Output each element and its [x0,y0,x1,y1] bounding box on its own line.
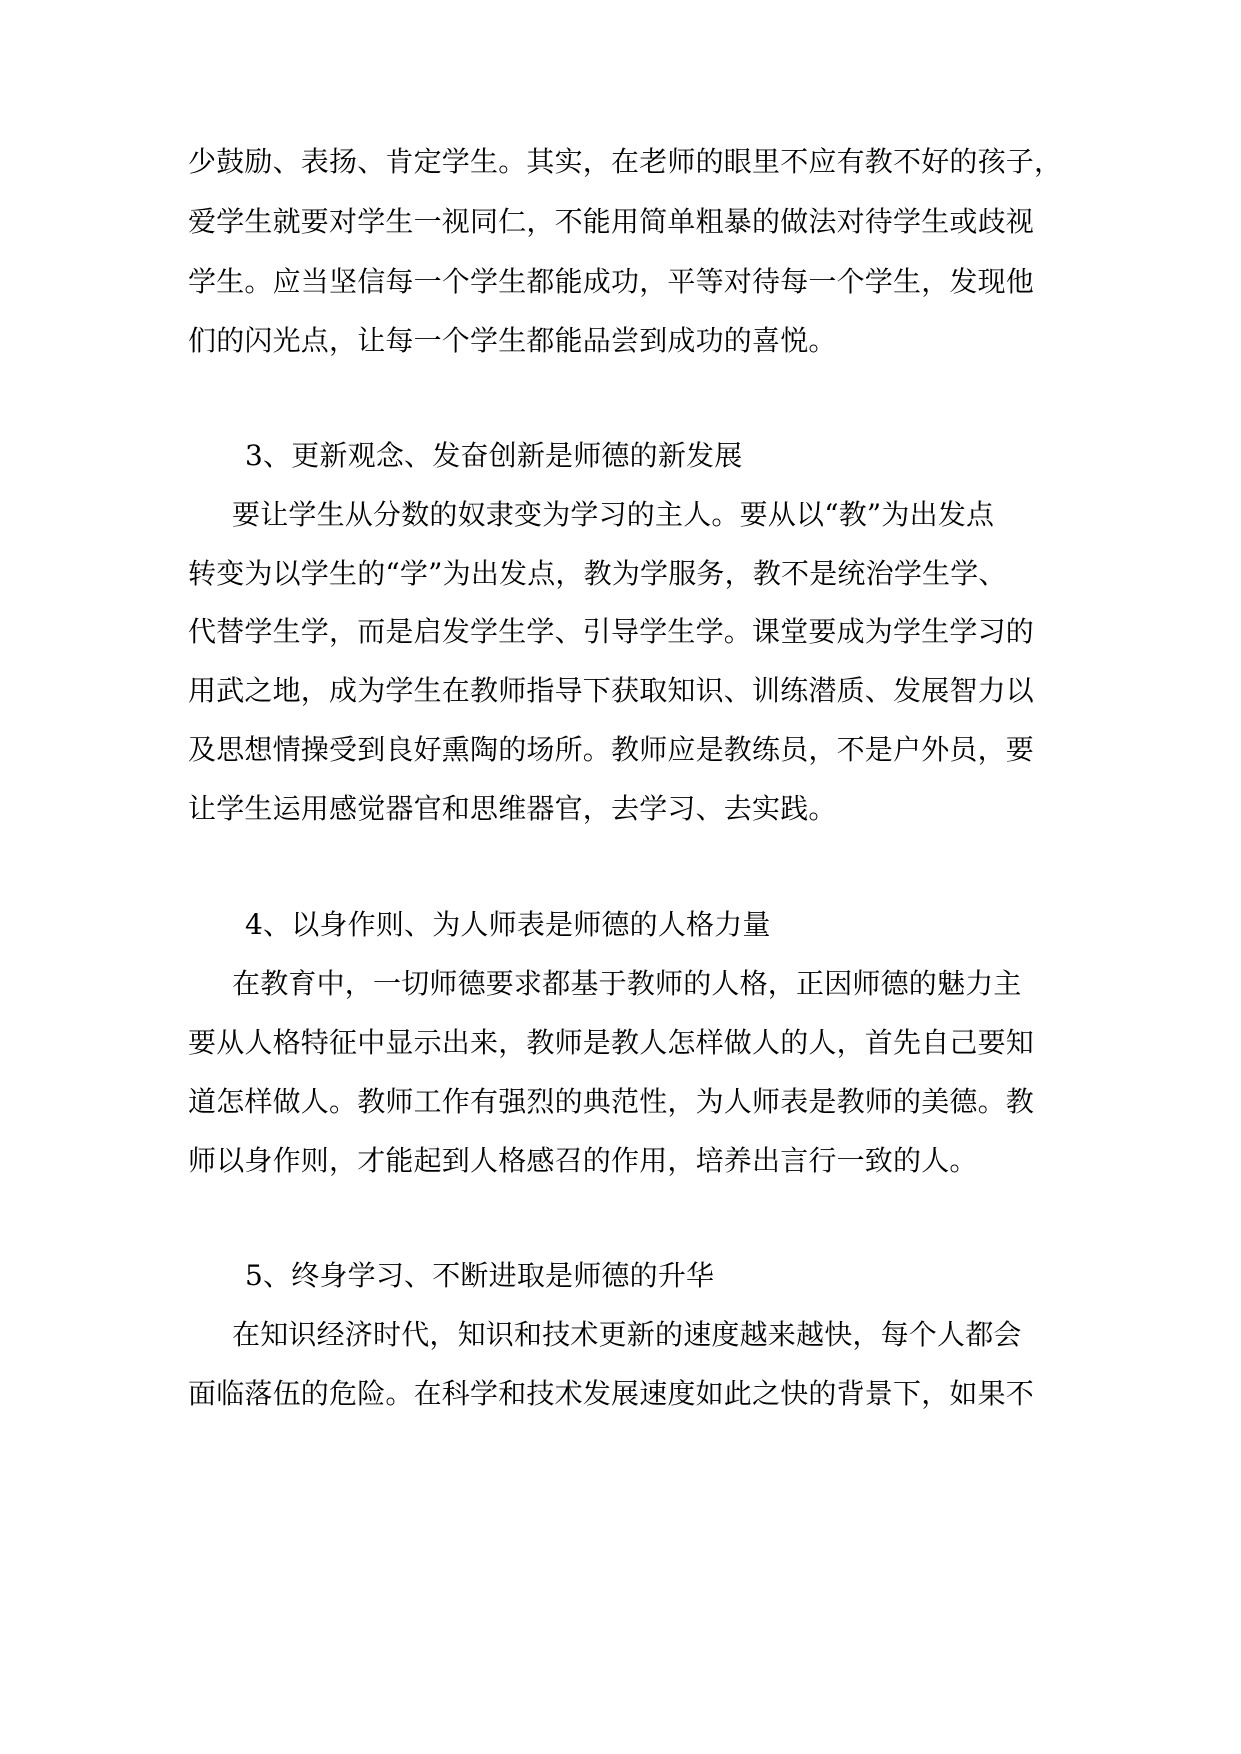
section-heading-5: 5、终身学习、不断进取是师德的升华 [245,1259,715,1292]
paragraph-line: 少鼓励、表扬、肯定学生。其实，在老师的眼里不应有教不好的孩子， [188,145,1063,178]
paragraph-line: 在教育中，一切师德要求都基于教师的人格，正因师德的魅力主 [232,967,1022,1000]
paragraph-line: 师以身作则，才能起到人格感召的作用，培养出言行一致的人。 [188,1144,978,1177]
paragraph-line: 面临落伍的危险。在科学和技术发展速度如此之快的背景下，如果不 [188,1377,1035,1410]
paragraph-line: 爱学生就要对学生一视同仁，不能用简单粗暴的做法对待学生或歧视 [188,205,1035,238]
paragraph-line: 学生。应当坚信每一个学生都能成功，平等对待每一个学生，发现他 [188,265,1035,298]
paragraph-line: 要从人格特征中显示出来，教师是教人怎样做人的人，首先自己要知 [188,1026,1035,1059]
paragraph-line: 用武之地，成为学生在教师指导下获取知识、训练潜质、发展智力以 [188,674,1035,707]
paragraph-line: 及思想情操受到良好熏陶的场所。教师应是教练员，不是户外员，要 [188,733,1035,766]
paragraph-line: 代替学生学，而是启发学生学、引导学生学。课堂要成为学生学习的 [188,615,1035,648]
paragraph-line: 道怎样做人。教师工作有强烈的典范性，为人师表是教师的美德。教 [188,1085,1035,1118]
paragraph-line: 转变为以学生的“学”为出发点，教为学服务，教不是统治学生学、 [188,557,1007,590]
paragraph-line: 要让学生从分数的奴隶变为学习的主人。要从以“教”为出发点 [232,498,995,531]
paragraph-line: 让学生运用感觉器官和思维器官，去学习、去实践。 [188,792,837,825]
section-heading-3: 3、更新观念、发奋创新是师德的新发展 [245,439,743,472]
section-heading-4: 4、以身作则、为人师表是师德的人格力量 [245,908,771,941]
paragraph-line: 们的闪光点，让每一个学生都能品尝到成功的喜悦。 [188,324,837,357]
paragraph-line: 在知识经济时代，知识和技术更新的速度越来越快，每个人都会 [232,1318,1022,1351]
